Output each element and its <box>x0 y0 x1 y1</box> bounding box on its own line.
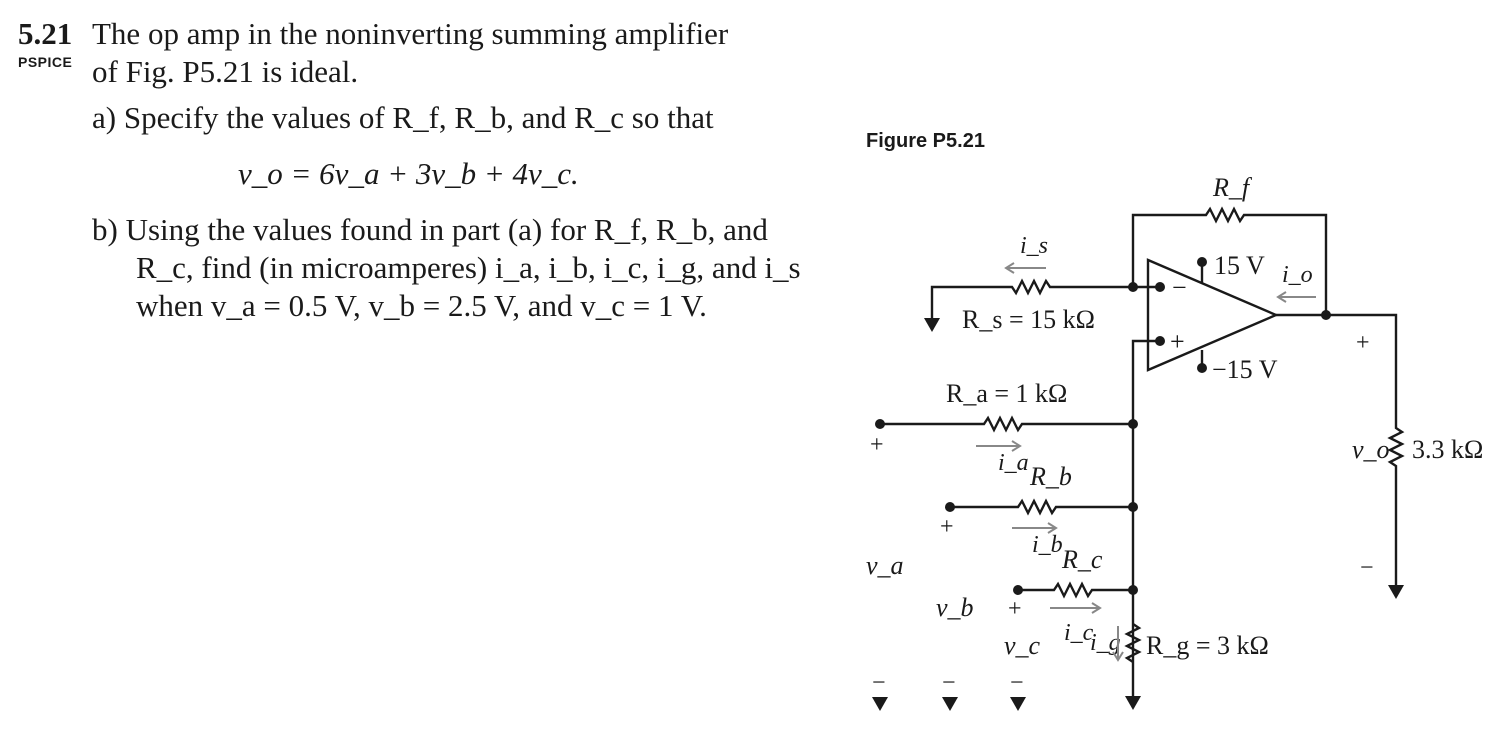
part-b-label: b) <box>92 212 118 247</box>
label-va: v_a <box>866 551 904 580</box>
ground-arrow-va <box>872 697 888 711</box>
label-vb-minus: − <box>942 670 956 696</box>
statement-line-1: The op amp in the noninverting summing amplifier <box>92 16 729 51</box>
label-rg: R_g = 3 kΩ <box>1146 631 1269 660</box>
part-b-line-1: Using the values found in part (a) for R_f, R_b, and <box>125 212 768 247</box>
figure-title: Figure P5.21 <box>866 130 985 152</box>
opamp-minus: − <box>1172 273 1187 302</box>
label-vo-minus: − <box>1360 555 1374 581</box>
statement-line-2: of Fig. P5.21 is ideal. <box>92 54 359 89</box>
label-ia: i_a <box>998 450 1029 476</box>
label-io: i_o <box>1282 262 1313 288</box>
pspice-tag: PSPICE <box>18 54 73 70</box>
opamp-plus: + <box>1170 327 1185 356</box>
label-rb: R_b <box>1030 462 1072 491</box>
label-vc-plus: + <box>1008 596 1022 622</box>
label-vc-minus: − <box>1010 670 1024 696</box>
part-b-line-2: R_c, find (in microamperes) i_a, i_b, i_c, i_g, and i_s <box>136 250 801 285</box>
equation: v_o = 6v_a + 3v_b + 4v_c. <box>238 156 579 191</box>
label-vo: v_o <box>1352 435 1390 464</box>
label-rc: R_c <box>1062 545 1103 574</box>
label-vo-plus: + <box>1356 330 1370 356</box>
label-ra: R_a = 1 kΩ <box>946 379 1068 408</box>
part-a-text: Specify the values of R_f, R_b, and R_c so that <box>123 100 714 135</box>
ground-arrow-vc <box>1010 697 1026 711</box>
circuit-figure <box>820 112 1492 734</box>
part-b <box>92 212 768 248</box>
label-ig: i_g <box>1090 630 1121 656</box>
label-vc: v_c <box>1004 631 1041 660</box>
label-vb: v_b <box>936 593 974 622</box>
label-rf: R_f <box>1213 173 1250 202</box>
ground-arrow-rg <box>1125 696 1141 710</box>
part-a <box>92 100 714 136</box>
label-vb-plus: + <box>940 514 954 540</box>
label-ib: i_b <box>1032 532 1063 558</box>
problem-number: 5.21 <box>18 16 73 51</box>
label-rl: 3.3 kΩ <box>1412 435 1484 464</box>
part-b-line-3: when v_a = 0.5 V, v_b = 2.5 V, and v_c = 1 V. <box>136 288 707 323</box>
ground-arrow-load <box>1388 585 1404 599</box>
label-vneg: −15 V <box>1212 355 1278 384</box>
ground-arrow-vb <box>942 697 958 711</box>
label-va-plus: + <box>870 432 884 458</box>
part-a-label: a) <box>92 100 117 135</box>
label-rs: R_s = 15 kΩ <box>962 305 1095 334</box>
label-va-minus: − <box>872 670 886 696</box>
label-is: i_s <box>1020 233 1049 259</box>
circuit-schematic <box>820 112 1492 734</box>
label-ic: i_c <box>1064 620 1094 646</box>
label-vpos: 15 V <box>1214 251 1265 280</box>
ground-arrow-rs <box>924 318 940 332</box>
